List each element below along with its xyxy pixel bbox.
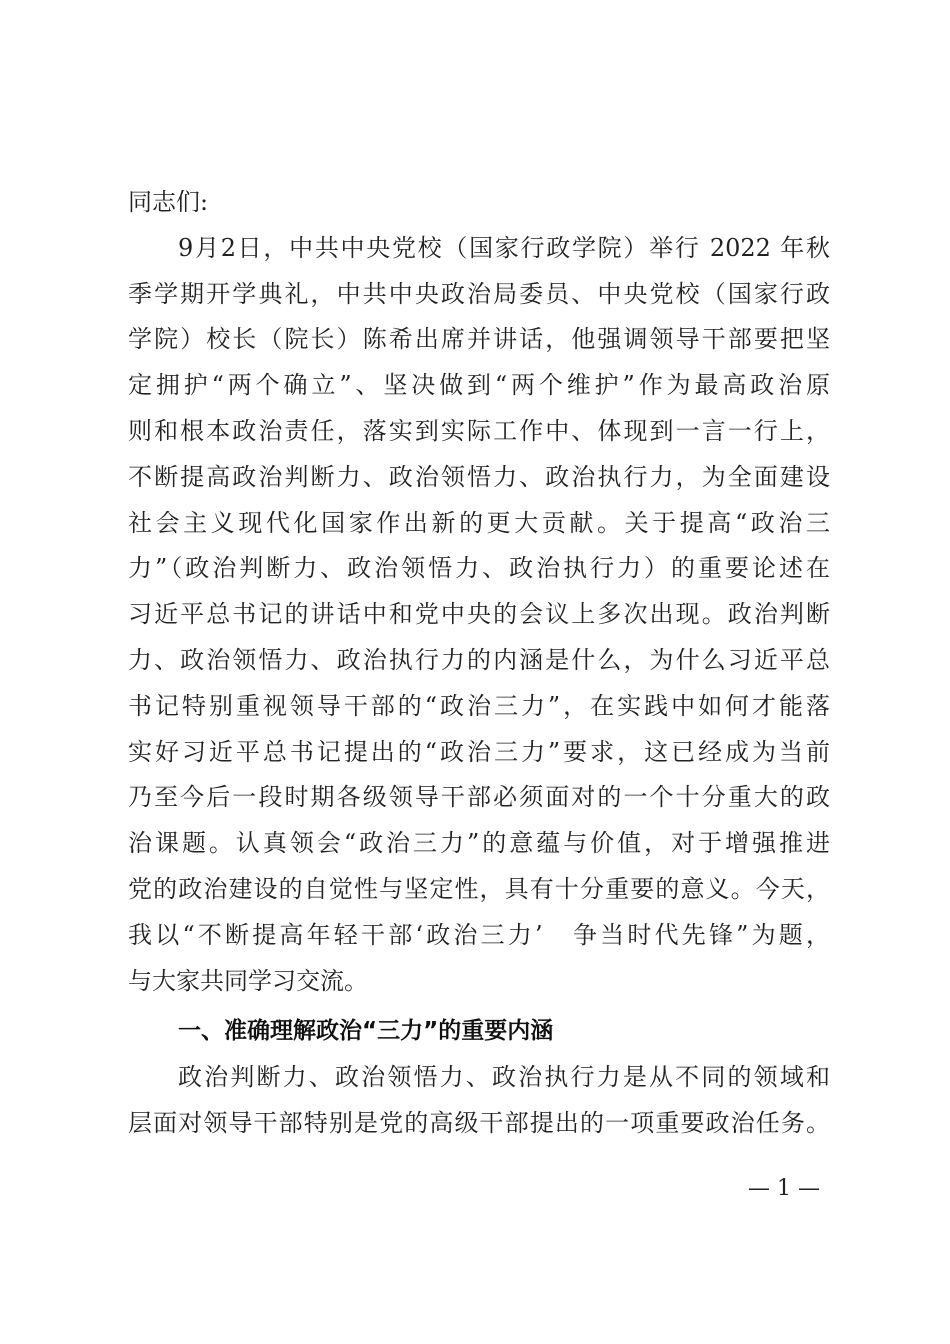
- paragraph-line: 实好习近平总书记提出的“政治三力”要求，这已经成为当前: [128, 737, 830, 766]
- paragraph-line: 党的政治建设的自觉性与坚定性，具有十分重要的意义。今天，: [128, 874, 830, 903]
- paragraph-line: 则和根本政治责任，落实到实际工作中、体现到一言一行上，: [128, 416, 830, 445]
- section-heading: 一、准确理解政治“三力”的重要内涵: [178, 1018, 554, 1045]
- paragraph-line: 乃至今后一段时期各级领导干部必须面对的一个十分重大的政: [128, 783, 830, 812]
- paragraph-line: 学院）校长（院长）陈希出席并讲话，他强调领导干部要把坚: [128, 325, 830, 354]
- paragraph-line: 力、政治领悟力、政治执行力的内涵是什么，为什么习近平总: [128, 645, 830, 674]
- page-number: — 1 —: [748, 1176, 820, 1201]
- document-body: [128, 180, 830, 1147]
- paragraph-line: 层面对领导干部特别是党的高级干部提出的一项重要政治任务。: [128, 1109, 830, 1138]
- paragraph-line: 习近平总书记的讲话中和党中央的会议上多次出现。政治判断: [128, 600, 830, 629]
- paragraph-line: 政治判断力、政治领悟力、政治执行力是从不同的领域和: [178, 1063, 830, 1092]
- paragraph-line: 书记特别重视领导干部的“政治三力”，在实践中如何才能落: [128, 691, 830, 720]
- salutation: 同志们:: [128, 188, 209, 216]
- paragraph-line: 治课题。认真领会“政治三力”的意蕴与价值，对于增强推进: [128, 829, 830, 858]
- paragraph-line: 定拥护“两个确立”、坚决做到“两个维护”作为最高政治原: [128, 371, 830, 400]
- paragraph-line: 力”（政治判断力、政治领悟力、政治执行力）的重要论述在: [128, 554, 830, 583]
- paragraph-line: 季学期开学典礼，中共中央政治局委员、中央党校（国家行政: [128, 279, 830, 308]
- paragraph-line: 社会主义现代化国家作出新的更大贡献。关于提高“政治三: [128, 508, 830, 537]
- paragraph-line: 我以“不断提高年轻干部‘政治三力’ 争当时代先锋”为题，: [128, 920, 830, 949]
- paragraph-line: 9月2日，中共中央党校（国家行政学院）举行 2022 年秋: [178, 233, 830, 262]
- paragraph-line: 不断提高政治判断力、政治领悟力、政治执行力，为全面建设: [128, 462, 830, 491]
- paragraph-line: 与大家共同学习交流。: [128, 966, 368, 995]
